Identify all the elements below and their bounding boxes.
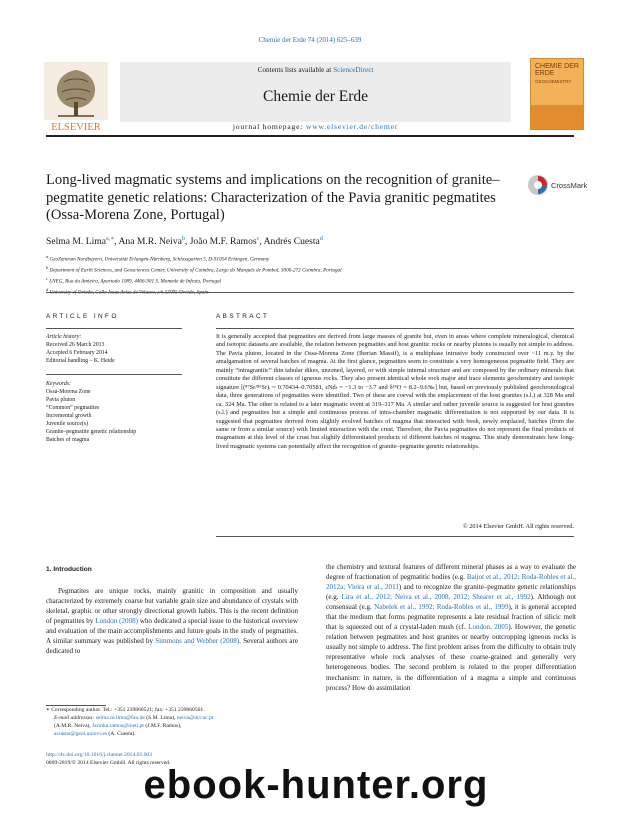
author-sup[interactable]: b	[181, 236, 185, 242]
homepage-link[interactable]: www.elsevier.de/chemer	[305, 122, 399, 131]
author-sup[interactable]: a,∗	[105, 236, 115, 242]
affiliation	[46, 275, 586, 286]
email-owner: (A. Cuesta).	[107, 731, 136, 738]
author-name: Selma M. Lima	[46, 236, 106, 248]
homepage-prefix: journal homepage:	[232, 122, 306, 131]
intro-column-1	[46, 586, 298, 656]
affiliation	[46, 264, 586, 275]
email-owner: (J.M.F. Ramos),	[143, 723, 182, 730]
body-text: the chemistry and textural features of different mineral phases as a way to evaluate the degree of fractionation of pegmatitic bodies (e.g.	[326, 563, 576, 582]
citation-link[interactable]: Nabelek et al., 1992; Roda-Robles et al., 1999	[374, 603, 509, 612]
intro-column-2	[326, 562, 576, 693]
author-sup[interactable]: d	[319, 236, 323, 242]
header-rule	[46, 135, 574, 137]
article-history	[46, 333, 186, 365]
body-text: ). Although not consensual (e.g.	[326, 593, 576, 612]
author-name: Andrés Cuesta	[263, 236, 320, 248]
crossmark-badge[interactable]	[527, 173, 607, 197]
abstract-rule	[216, 328, 574, 329]
email-owner: (S.M. Lima),	[144, 715, 177, 722]
elsevier-logo	[44, 62, 108, 132]
keyword-item: Ossa-Morena Zone	[46, 389, 91, 395]
author-sup[interactable]: c	[256, 236, 260, 242]
body-text: ), it is general accepted that the medium that forms pegmatite represents a late residual fraction of silicic melt that is squeezed out of a crystal-laden mush (cf.	[326, 603, 576, 632]
history-heading: Article history:	[46, 334, 82, 340]
citation-link[interactable]: Lira et al., 2012; Neiva et al., 2008, 2012; Shearer et al., 1992	[341, 593, 531, 602]
abstract-end-rule	[216, 536, 574, 537]
author-name: Ana M.R. Neiva	[118, 236, 182, 248]
cover-band	[531, 105, 583, 129]
affiliation-list	[46, 253, 586, 297]
affiliation-text: GeoZentrum Nordbayern, Universität Erlangen-Nürnberg, Schlossgarten 5, D-91054 Erlangen, Germany	[49, 256, 270, 263]
keywords-rule	[46, 374, 182, 375]
article-info-rule	[46, 328, 182, 329]
affiliation	[46, 253, 586, 264]
body-text: Pegmatites are unique rocks, mainly granitic in composition and usually characterized by extremely coarse but variable grain size and abundance of crystals with skeletal, graphic or other strongly directional growth habits. This is the recent definition of pegmatites by	[46, 587, 298, 626]
doi-link[interactable]: http://dx.doi.org/10.1016/j.chemer.2014.02.003	[46, 752, 153, 758]
body-text: . Several authors are dedicated to	[46, 637, 298, 656]
email-link[interactable]: acuesta@geol.uniovi.es	[54, 731, 107, 738]
citation-link[interactable]: London (2008)	[95, 617, 138, 626]
keyword-item: Incremental growth	[46, 413, 92, 419]
cover-subtitle: GEOCHEMISTRY	[535, 79, 572, 84]
email-label: E-mail addresses:	[54, 715, 96, 722]
affiliation-sup: d	[46, 286, 49, 292]
citation-link[interactable]: Baijot et al., 2012; Roda-Robles et al., 2012a; Vieira et al., 2011	[326, 573, 576, 592]
abstract-text: It is generally accepted that pegmatites are derived from large masses of granite but, even in areas where complete mineralogical, chemical and isotopic datasets are available, the relation between pegmatites and host granitic rocks or nearby plutons is usually not simple to address. The Pavia pluton, located in the Ossa-Morena Zone (Iberian Massif), is a multiphase intrusive body constructed over ~11 m.y. by the amalgamation of several batches of magma. At the first glance, pegmatites seem to constitute a very homogeneous pegmatite field. They are mainly “intragranitic” thin tabular dikes, unzoned, layered, or with simple internal structure and are composed by the ordinary minerals that constitute the different classes of igneous rocks. They also present identical whole rock major and trace elements geochemistry and isotopic signature [(⁸⁷Sr/⁸⁶Sr)ᵢ = 0.70434–0.70581, εNdₜ = −1.3 to −3.7 and δ¹⁸O = 8.2–9.6‰] but, based on previously published geochronological data, three generations of pegmatites were identified. Two of these are coeval with the emplacement of the host granites (s.l.) at 328 Ma and ca. 324 Ma. The other is related to a later magmatic event at 319–317 Ma. A similar and rather juvenile source is suggested for host granites (s.l.) and pegmatites but a simple and continuous process of intra-chamber magmatic differentiation is not supported by our data. It is suggested that pegmatites derived from slightly evolved batches of magma that interacted with fresh, newly emplaced, batches (from the same or from a similar source) with limited interaction with the crust. Therefore, the Pavia pegmatites do not represent the final products of magmatism at this level of the crust but slightly differentiated products of different batches of magma. This study demonstrates how long-lived magmatic systems can potentially affect the recognition of granite–pegmatite genetic relationships.	[216, 333, 574, 450]
keywords-heading: Keywords:	[46, 381, 71, 387]
citation-link[interactable]: Simmons and Webber (2008)	[155, 637, 240, 646]
affiliation-text: Department of Earth Sciences, and Geosciences Center, University of Coimbra, Largo do Marquês de Pombal, 3000-272 Coimbra, Portugal	[49, 267, 342, 274]
email-link[interactable]: farinha.ramos@ineti.pt	[92, 723, 144, 730]
email-link[interactable]: selma.m.lima@fau.de	[95, 715, 145, 722]
elsevier-wordmark: ELSEVIER	[51, 122, 101, 132]
keyword-item: Pavia pluton	[46, 397, 76, 403]
body-text: ). However, the genetic relation between pegmatites and host granites or nearby outcropping igneous rocks is usually not simple to address. The first problem arises from the difficulty to obtain truly representative whole rock analyses of these coarse-grained and generally very heterogeneous bodies. The second problem is related to the proper differentiation mechanism: in nature, is the differentiation of a magma a simple and continuous process? How do assimilation	[326, 623, 576, 692]
history-item: Received 26 March 2013	[46, 342, 105, 348]
introduction-heading: 1. Introduction	[46, 566, 92, 573]
article-title: Long-lived magmatic systems and implications on the recognition of granite–pegmatite genetic relations: Characterization of the Pavia granitic pegmatites (Ossa-Morena Zone, Portugal)	[46, 172, 500, 223]
journal-cover-thumbnail[interactable]	[530, 58, 584, 130]
article-info-heading: ARTICLE INFO	[46, 313, 119, 320]
email-link[interactable]: neiva@dct.uc.pt	[176, 715, 214, 722]
keyword-item: Juvenile source(s)	[46, 421, 89, 427]
keyword-item: Granite–pegmatite genetic relationship	[46, 429, 137, 435]
sciencedirect-link[interactable]: ScienceDirect	[333, 66, 374, 74]
author-list: Selma M. Lima$^{a,∗}$, Ana M.R. Neiva$^b$, João M.F. Ramos$^c$, Andrés Cuesta$^d$	[46, 236, 323, 248]
cover-title: CHEMIE DER ERDE	[535, 63, 579, 77]
abstract-heading: ABSTRACT	[216, 313, 270, 320]
keyword-item: “Common” pegmatites	[46, 405, 100, 411]
contents-prefix: Contents lists available at	[257, 66, 334, 74]
keywords	[46, 380, 196, 444]
corresponding-author-footnote	[46, 706, 298, 738]
corresponding-line: ∗ Corresponding author. Tel.: +351 239860521; fax: +351 239860501.	[46, 707, 205, 713]
email-owner: (A.M.R. Neiva),	[54, 723, 93, 730]
history-item: Accepted 6 February 2014	[46, 350, 108, 356]
affiliation-sup: b	[46, 264, 49, 270]
email-line	[46, 714, 298, 738]
keyword-item: Batches of magma	[46, 437, 90, 443]
affiliation-text: LNEG, Rua da Amieira, Apartado 1089, 4466-901 S. Mamede de Infesta, Portugal	[49, 278, 222, 285]
affiliation-sup: c	[46, 275, 48, 281]
citation-link[interactable]: London, 2005	[468, 623, 509, 632]
crossmark-label: CrossMark	[551, 181, 588, 190]
citation-line[interactable]: Chemie der Erde 74 (2014) 625–639	[258, 36, 362, 44]
body-text: ) and to recognize the granite–pegmatite genetic relationships (e.g.	[326, 583, 576, 602]
issn-line: 0009-2819/© 2014 Elsevier GmbH. All rights reserved.	[46, 760, 171, 767]
section-divider	[46, 292, 574, 293]
copyright-notice: © 2014 Elsevier GmbH. All rights reserved.	[462, 523, 574, 530]
journal-name: Chemie der Erde	[262, 88, 368, 105]
affiliation-sup: a	[46, 254, 49, 259]
author-name: João M.F. Ramos	[189, 236, 257, 248]
watermark: ebook-hunter.org	[143, 763, 489, 807]
history-item: Editorial handling – K. Heide	[46, 358, 115, 364]
body-text: who dedicated a special issue to the historical overview and evaluation of the main accomplishments and future goals in the study of pegmatites. A similar summary was published by	[46, 617, 299, 646]
